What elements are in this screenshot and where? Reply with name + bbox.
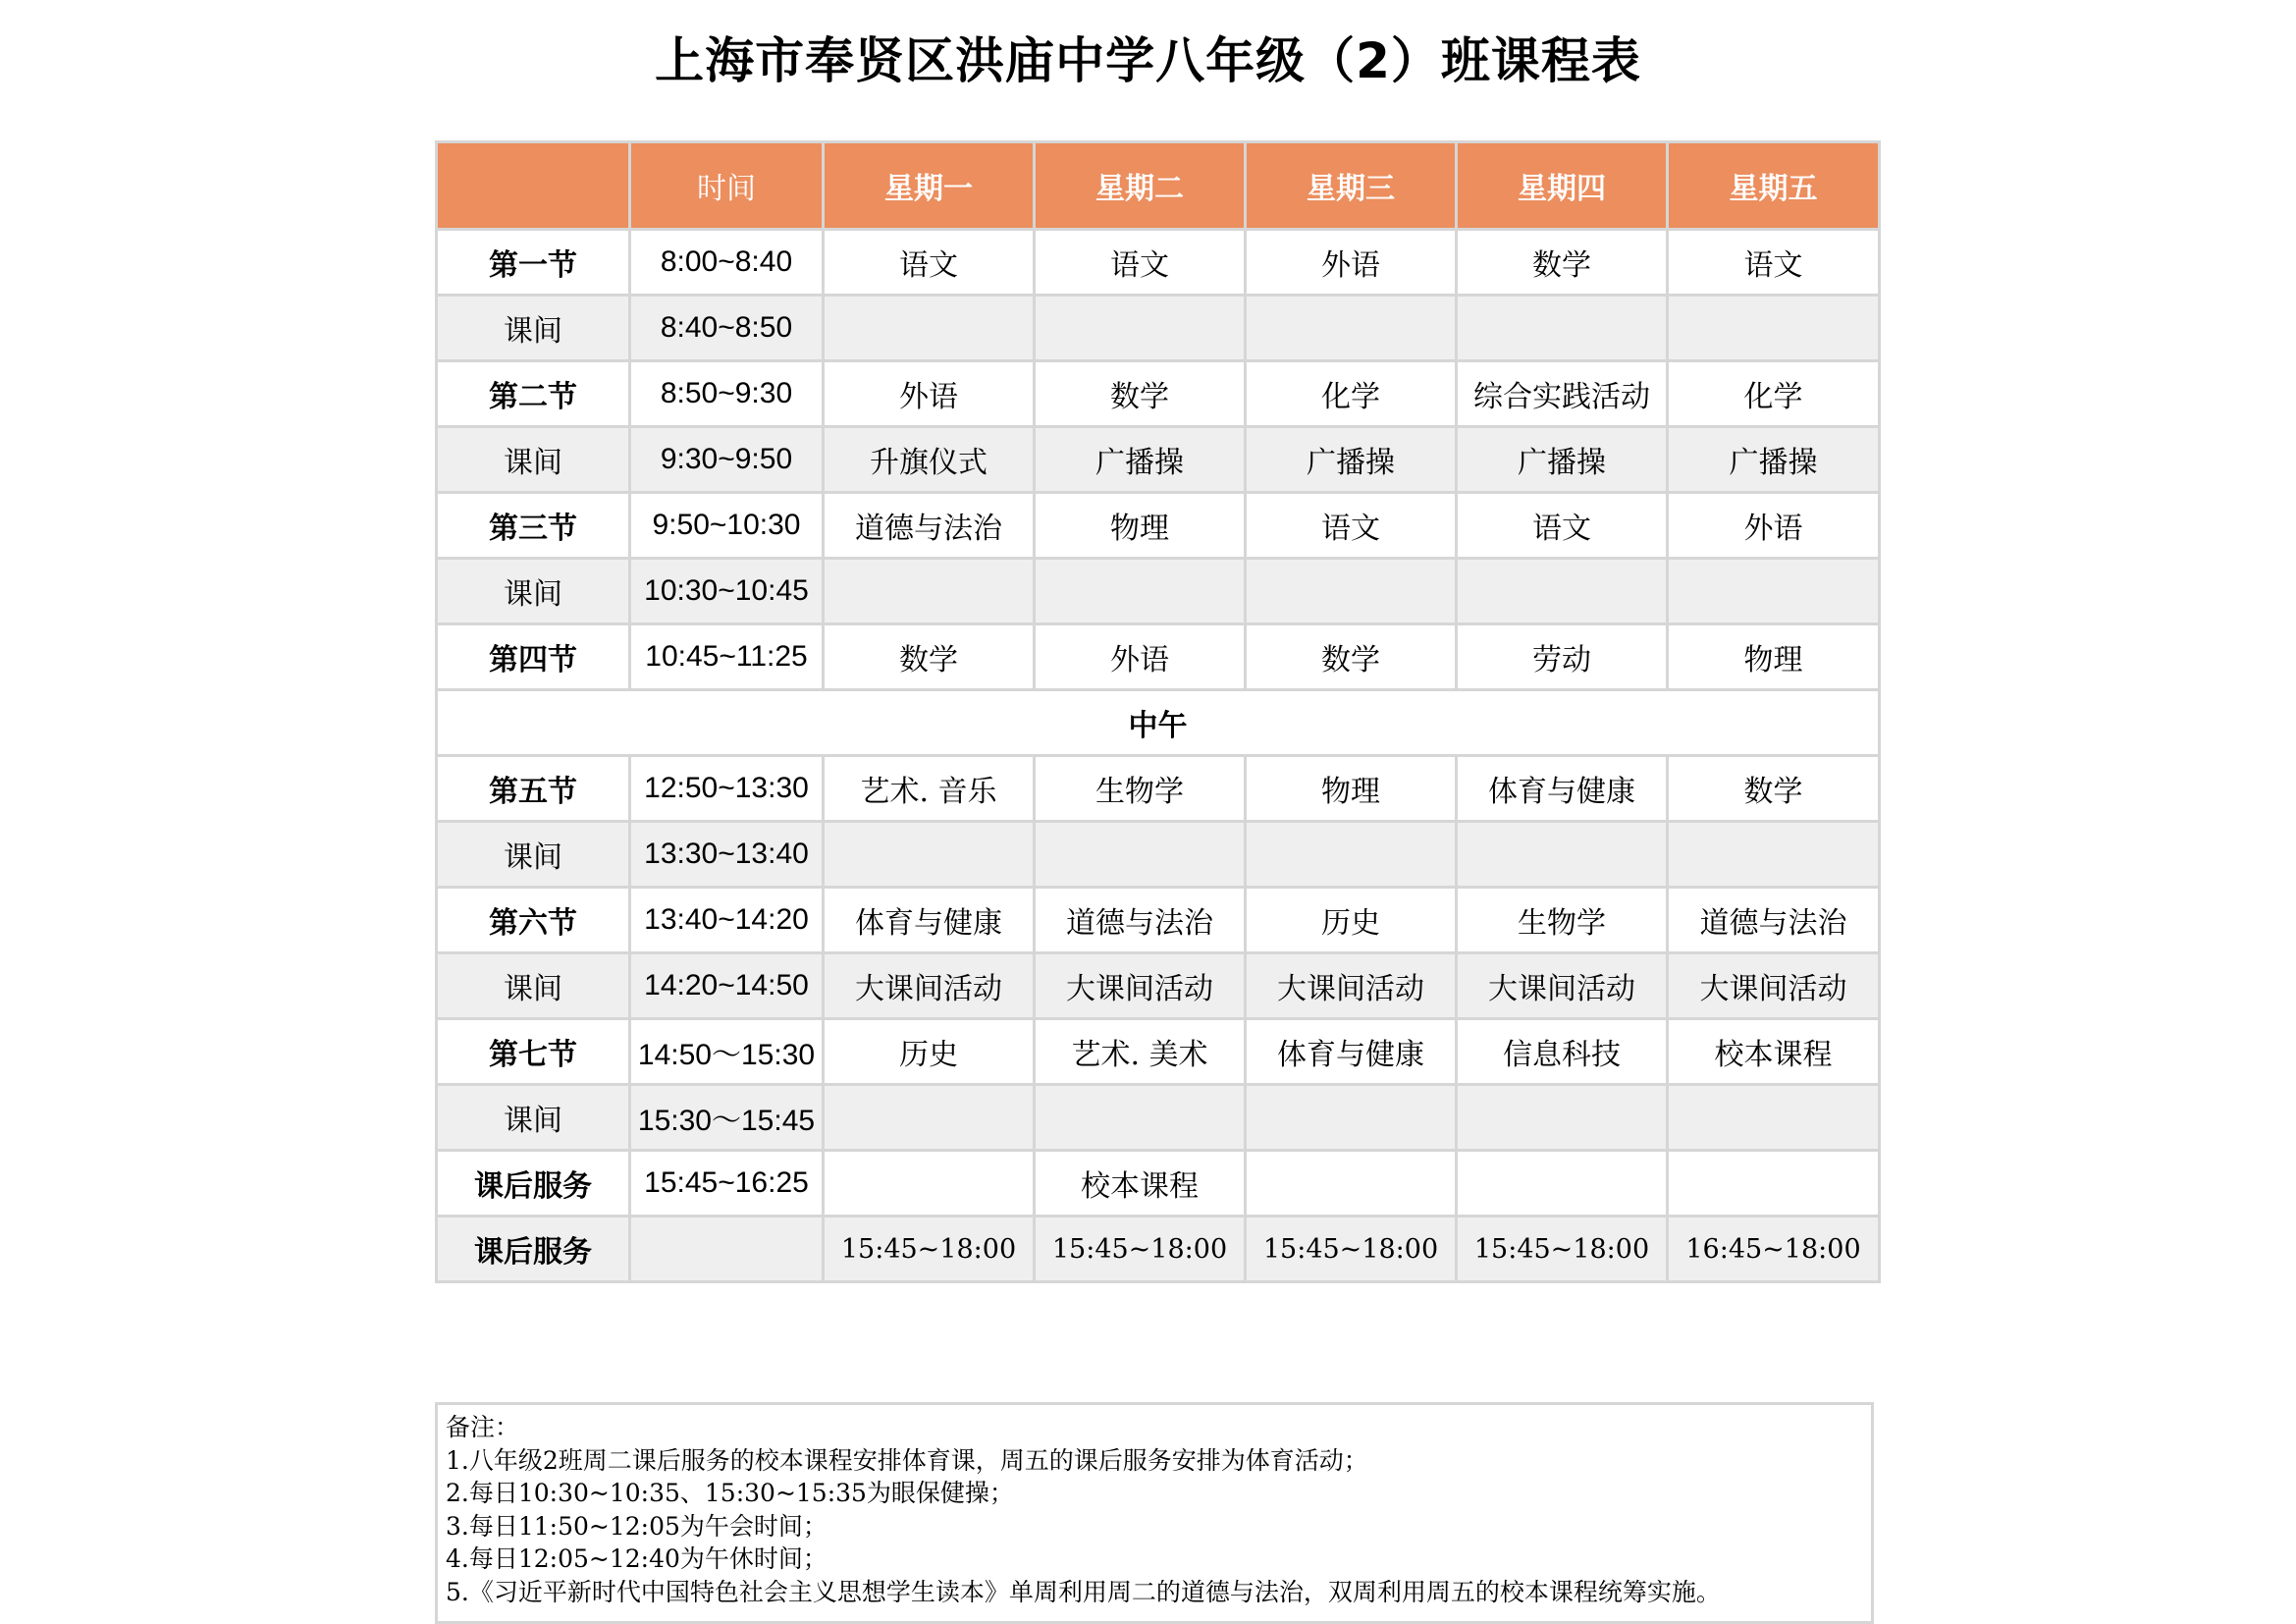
period-time: 14:20~14:50 <box>630 953 824 1019</box>
table-cell <box>824 296 1035 361</box>
period-time: 13:30~13:40 <box>630 822 824 888</box>
period-label: 第六节 <box>437 888 630 953</box>
table-cell <box>1457 1085 1668 1151</box>
table-cell: 语文 <box>1035 230 1246 296</box>
period-label: 课间 <box>437 559 630 624</box>
header-wednesday: 星期三 <box>1246 142 1457 230</box>
table-row <box>437 822 1880 888</box>
period-time: 9:30~9:50 <box>630 427 824 493</box>
period-label: 课间 <box>437 822 630 888</box>
table-cell: 道德与法治 <box>1668 888 1880 953</box>
table-cell: 大课间活动 <box>1457 953 1668 1019</box>
table-cell <box>1035 559 1246 624</box>
table-cell <box>1457 1151 1668 1217</box>
table-row <box>437 296 1880 361</box>
note-line: 3.每日11:50~12:05为午会时间； <box>446 1511 828 1541</box>
table-cell: 生物学 <box>1035 756 1246 822</box>
table-cell: 生物学 <box>1457 888 1668 953</box>
notes-box <box>435 1402 1874 1624</box>
period-time: 9:50~10:30 <box>630 493 824 559</box>
schedule-table <box>435 140 1881 1283</box>
table-cell: 体育与健康 <box>1246 1019 1457 1085</box>
period-time: 8:40~8:50 <box>630 296 824 361</box>
table-cell: 物理 <box>1035 493 1246 559</box>
table-row <box>437 756 1880 822</box>
table-cell: 广播操 <box>1035 427 1246 493</box>
period-time: 13:40~14:20 <box>630 888 824 953</box>
page-title: 上海市奉贤区洪庙中学八年级（2）班课程表 <box>655 32 1641 89</box>
period-label: 课间 <box>437 296 630 361</box>
period-label: 第二节 <box>437 361 630 427</box>
table-cell: 大课间活动 <box>1035 953 1246 1019</box>
table-row <box>437 624 1880 690</box>
table-cell <box>1668 296 1880 361</box>
table-cell: 历史 <box>1246 888 1457 953</box>
table-row <box>437 888 1880 953</box>
table-cell <box>1668 559 1880 624</box>
table-cell: 语文 <box>824 230 1035 296</box>
table-cell: 15:45~18:00 <box>1457 1217 1668 1282</box>
header-time: 时间 <box>630 142 824 230</box>
table-cell: 道德与法治 <box>1035 888 1246 953</box>
table-row <box>437 1085 1880 1151</box>
table-cell: 信息科技 <box>1457 1019 1668 1085</box>
table-cell: 15:45~18:00 <box>1035 1217 1246 1282</box>
period-time: 10:45~11:25 <box>630 624 824 690</box>
table-cell: 物理 <box>1246 756 1457 822</box>
period-label: 第三节 <box>437 493 630 559</box>
table-cell: 大课间活动 <box>824 953 1035 1019</box>
table-cell: 化学 <box>1668 361 1880 427</box>
table-cell <box>1035 1085 1246 1151</box>
header-friday: 星期五 <box>1668 142 1880 230</box>
header-tuesday: 星期二 <box>1035 142 1246 230</box>
table-cell: 道德与法治 <box>824 493 1035 559</box>
table-cell: 15:45~18:00 <box>824 1217 1035 1282</box>
table-cell <box>1035 296 1246 361</box>
notes-heading: 备注： <box>446 1413 520 1441</box>
period-label: 第五节 <box>437 756 630 822</box>
table-cell: 数学 <box>1035 361 1246 427</box>
table-cell: 数学 <box>824 624 1035 690</box>
table-cell: 校本课程 <box>1035 1151 1246 1217</box>
note-line: 1.八年级2班周二课后服务的校本课程安排体育课，周五的课后服务安排为体育活动； <box>446 1445 1368 1475</box>
table-cell <box>1246 1151 1457 1217</box>
table-row <box>437 559 1880 624</box>
table-cell <box>1457 822 1668 888</box>
table-cell: 校本课程 <box>1668 1019 1880 1085</box>
table-cell: 历史 <box>824 1019 1035 1085</box>
table-cell: 语文 <box>1246 493 1457 559</box>
table-cell: 综合实践活动 <box>1457 361 1668 427</box>
table-row <box>437 1151 1880 1217</box>
table-cell: 16:45~18:00 <box>1668 1217 1880 1282</box>
table-cell: 广播操 <box>1668 427 1880 493</box>
header-monday: 星期一 <box>824 142 1035 230</box>
table-cell: 数学 <box>1246 624 1457 690</box>
table-cell <box>1457 296 1668 361</box>
table-cell: 数学 <box>1668 756 1880 822</box>
table-cell <box>824 559 1035 624</box>
period-time: 12:50~13:30 <box>630 756 824 822</box>
period-time <box>630 1217 824 1282</box>
table-cell: 外语 <box>1668 493 1880 559</box>
table-row <box>437 953 1880 1019</box>
table-cell: 语文 <box>1457 493 1668 559</box>
table-cell: 广播操 <box>1246 427 1457 493</box>
table-cell: 体育与健康 <box>824 888 1035 953</box>
table-cell: 外语 <box>824 361 1035 427</box>
period-label: 第七节 <box>437 1019 630 1085</box>
table-cell: 大课间活动 <box>1668 953 1880 1019</box>
table-cell <box>1457 559 1668 624</box>
table-row <box>437 493 1880 559</box>
table-cell: 广播操 <box>1457 427 1668 493</box>
period-time: 14:50～15:30 <box>630 1019 824 1085</box>
table-row <box>437 1217 1880 1282</box>
table-row <box>437 1019 1880 1085</box>
period-time: 15:30～15:45 <box>630 1085 824 1151</box>
table-cell <box>1035 822 1246 888</box>
table-cell <box>824 1151 1035 1217</box>
table-row <box>437 361 1880 427</box>
table-cell: 艺术. 美术 <box>1035 1019 1246 1085</box>
table-cell: 数学 <box>1457 230 1668 296</box>
header-thursday: 星期四 <box>1457 142 1668 230</box>
period-time: 8:00~8:40 <box>630 230 824 296</box>
table-row <box>437 427 1880 493</box>
table-cell: 物理 <box>1668 624 1880 690</box>
table-cell: 15:45~18:00 <box>1246 1217 1457 1282</box>
table-cell <box>1668 822 1880 888</box>
table-cell: 体育与健康 <box>1457 756 1668 822</box>
table-cell <box>1668 1085 1880 1151</box>
table-cell <box>1246 822 1457 888</box>
table-cell <box>824 1085 1035 1151</box>
table-cell: 艺术. 音乐 <box>824 756 1035 822</box>
table-cell <box>824 822 1035 888</box>
table-cell <box>1246 1085 1457 1151</box>
table-cell: 升旗仪式 <box>824 427 1035 493</box>
table-header-row <box>437 142 1880 230</box>
table-cell: 劳动 <box>1457 624 1668 690</box>
noon-row <box>437 690 1880 756</box>
table-cell: 外语 <box>1035 624 1246 690</box>
noon-label: 中午 <box>437 690 1880 756</box>
period-label: 课间 <box>437 427 630 493</box>
period-label: 课后服务 <box>437 1151 630 1217</box>
period-label: 第四节 <box>437 624 630 690</box>
header-blank-cell <box>437 142 630 230</box>
period-time: 8:50~9:30 <box>630 361 824 427</box>
table-cell: 大课间活动 <box>1246 953 1457 1019</box>
period-time: 15:45~16:25 <box>630 1151 824 1217</box>
period-label: 第一节 <box>437 230 630 296</box>
table-cell <box>1668 1151 1880 1217</box>
table-cell <box>1246 296 1457 361</box>
table-cell: 化学 <box>1246 361 1457 427</box>
note-line: 5.《习近平新时代中国特色社会主义思想学生读本》单周利用周二的道德与法治，双周利用周五的校本课程统筹实施。 <box>446 1577 1721 1606</box>
note-line: 4.每日12:05~12:40为午休时间； <box>446 1544 828 1573</box>
period-time: 10:30~10:45 <box>630 559 824 624</box>
period-label: 课后服务 <box>437 1217 630 1282</box>
note-line: 2.每日10:30~10:35、15:30~15:35为眼保健操； <box>446 1479 1014 1507</box>
table-row <box>437 230 1880 296</box>
table-cell: 外语 <box>1246 230 1457 296</box>
table-cell: 语文 <box>1668 230 1880 296</box>
period-label: 课间 <box>437 953 630 1019</box>
table-cell <box>1246 559 1457 624</box>
period-label: 课间 <box>437 1085 630 1151</box>
